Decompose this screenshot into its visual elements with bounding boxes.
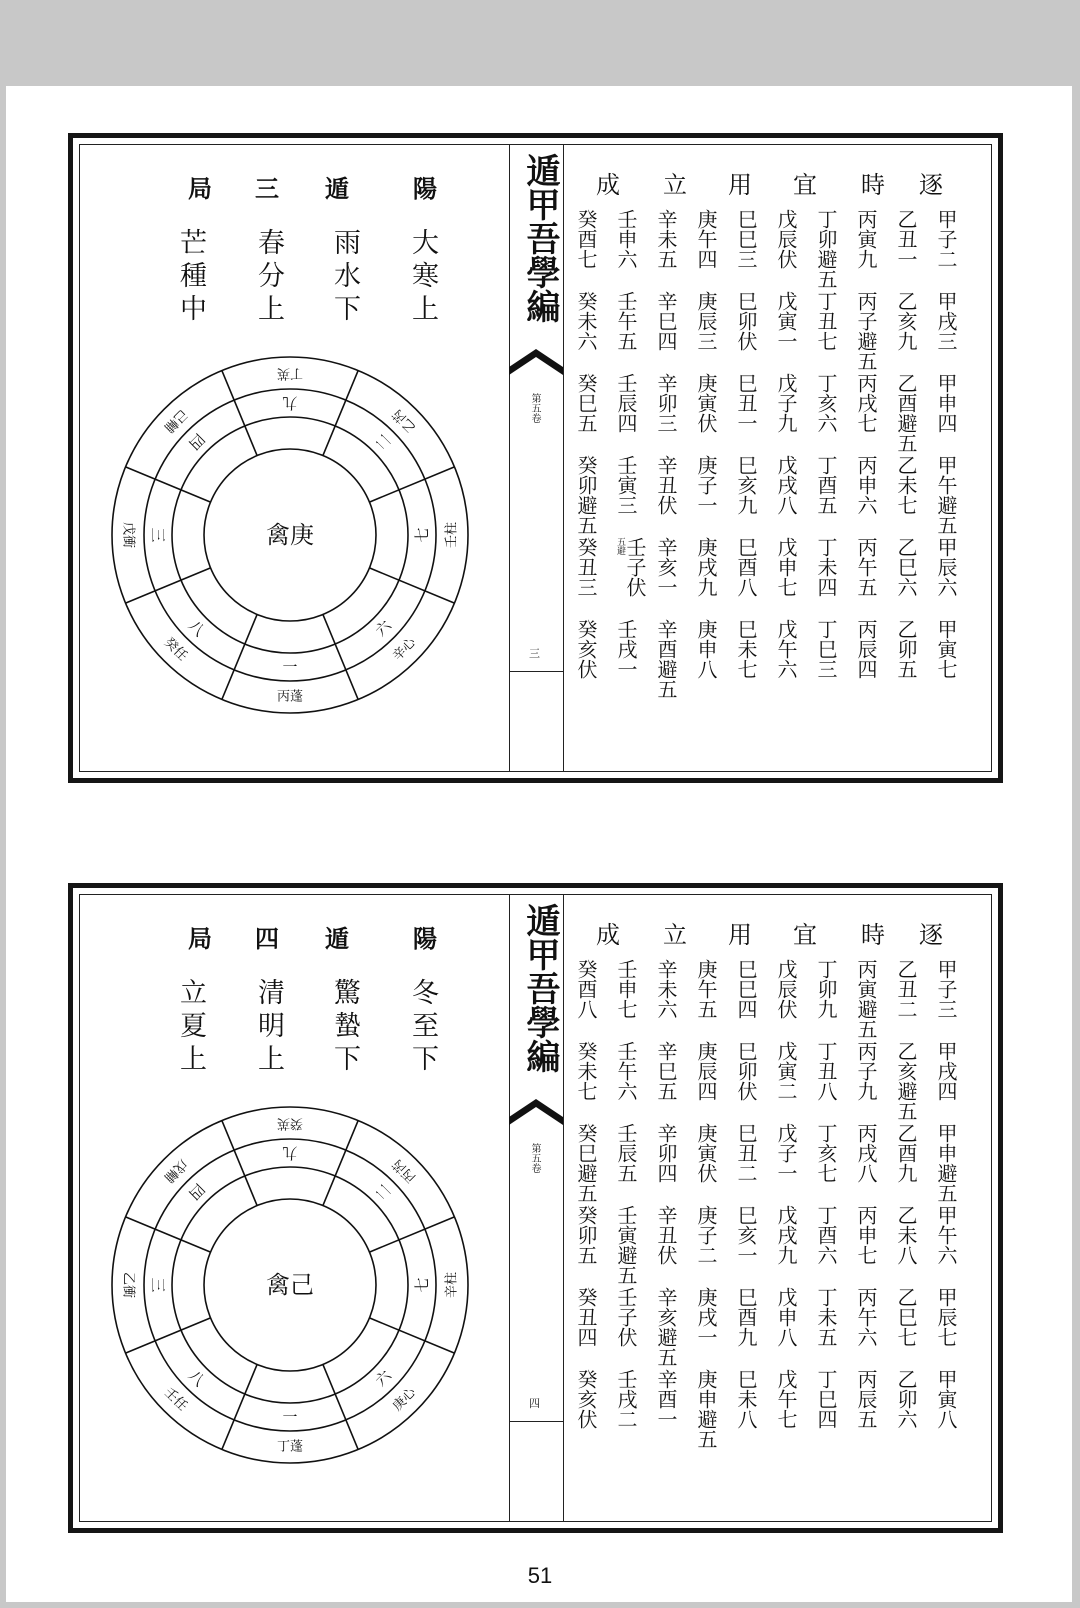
sector-star: 丙芮	[390, 1155, 420, 1185]
wheel-spoke	[323, 1364, 358, 1449]
table-column	[735, 209, 765, 701]
wheel-spoke	[222, 1121, 257, 1206]
wheel-spoke	[222, 614, 257, 699]
heading-char: 三	[255, 174, 279, 203]
heading-char: 遁	[325, 174, 349, 203]
table-cell: 丙戌七	[854, 373, 878, 433]
table-column	[575, 209, 605, 701]
table-cell: 壬戌一	[614, 619, 638, 679]
table-cell: 巳巳四	[734, 959, 758, 1019]
table-cell: 丁卯九	[814, 959, 838, 1019]
table-cell: 丁酉六	[814, 1205, 838, 1265]
table-cell: 戊戌九	[774, 1205, 798, 1265]
hour-table-panel	[563, 145, 991, 771]
sector-number: 四	[184, 429, 209, 454]
book-title: 遁甲吾學編	[520, 903, 560, 1073]
table-cell: 癸未七	[574, 1041, 598, 1101]
table-cell: 乙巳七	[894, 1287, 918, 1347]
table-cell: 甲子三	[934, 959, 958, 1019]
table-column	[615, 959, 645, 1451]
table-cell: 丙子九	[854, 1041, 878, 1101]
leaf-number: 四	[529, 1397, 540, 1410]
heading-char: 四	[255, 924, 279, 953]
table-cell: 庚午五	[694, 959, 718, 1019]
sector-number: 二	[371, 1179, 396, 1204]
table-cell: 丙寅九	[854, 209, 878, 269]
cell-note: 五避	[615, 537, 625, 555]
table-cell: 巳酉八	[734, 537, 758, 597]
solar-term: 驚 蟄 下	[334, 978, 361, 1075]
table-cell: 乙亥九	[894, 291, 918, 351]
chart-panel	[80, 145, 509, 771]
page-number: 51	[527, 1563, 553, 1588]
table-cell: 庚戌九	[694, 537, 718, 597]
sector-star: 庚心	[390, 1385, 420, 1415]
table-column	[935, 959, 965, 1451]
sector-number: 七	[413, 1277, 431, 1293]
table-cell: 巳巳三	[734, 209, 758, 269]
table-cell: 戊寅二	[774, 1041, 798, 1101]
table-cell: 巳卯伏	[734, 291, 758, 351]
wheel-spoke	[369, 1217, 454, 1252]
table-cell: 戊申八	[774, 1287, 798, 1347]
sector-star: 丙蓬	[276, 689, 304, 705]
solar-term: 清 明 上	[258, 978, 285, 1075]
table-column	[855, 959, 885, 1451]
sector-star: 壬柱	[444, 521, 460, 549]
table-cell: 戊申七	[774, 537, 798, 597]
sector-star: 辛心	[390, 635, 420, 665]
wheel-spoke	[126, 1318, 211, 1353]
book-spine	[509, 895, 563, 1521]
sector-number: 二	[371, 429, 396, 454]
table-cell: 甲戌四	[934, 1041, 958, 1101]
solar-term: 立 夏 上	[180, 978, 207, 1075]
spread-2	[68, 883, 1003, 1533]
table-cell: 戊午六	[774, 619, 798, 679]
table-cell: 辛巳四	[654, 291, 678, 351]
table-column	[895, 959, 925, 1451]
table-cell: 庚辰四	[694, 1041, 718, 1101]
table-column	[655, 959, 685, 1451]
table-cell: 庚申八	[694, 619, 718, 679]
wheel-spoke	[323, 1121, 358, 1206]
hour-table-panel	[563, 895, 991, 1521]
table-cell: 丙戌八	[854, 1123, 878, 1183]
table-cell: 庚戌一	[694, 1287, 718, 1347]
table-cell: 丙辰五	[854, 1369, 878, 1429]
table-cell: 戊辰伏	[774, 959, 798, 1019]
table-cell: 癸亥伏	[574, 1369, 598, 1429]
heading-char: 局	[188, 174, 212, 203]
table-cell: 巳卯伏	[734, 1041, 758, 1101]
wheel-spoke	[369, 568, 454, 603]
sector-number: 九	[282, 1144, 298, 1162]
sector-star: 己輔	[160, 405, 190, 435]
heading-char: 局	[188, 924, 212, 953]
heading-char: 陽	[413, 174, 437, 203]
wheel-spoke	[126, 568, 211, 603]
table-cell: 丁卯避五	[814, 209, 838, 289]
spread-1	[68, 133, 1003, 783]
table-cell: 甲午六	[934, 1205, 958, 1265]
sector-star: 辛柱	[444, 1271, 460, 1299]
table-cell: 辛酉一	[654, 1369, 678, 1429]
table-column	[695, 959, 725, 1451]
table-cell: 辛亥避五	[654, 1287, 678, 1367]
table-cell: 癸亥伏	[574, 619, 598, 679]
wheel-spoke	[323, 371, 358, 456]
wheel-svg	[110, 355, 470, 715]
table-cell: 癸巳五	[574, 373, 598, 433]
table-column	[935, 209, 965, 701]
table-cell: 丁亥七	[814, 1123, 838, 1183]
wheel-spoke	[369, 467, 454, 502]
table-cell: 壬子伏	[614, 1287, 638, 1347]
heading-char: 遁	[325, 924, 349, 953]
volume-label: 第五卷	[529, 393, 540, 423]
table-cell: 甲辰六	[934, 537, 958, 597]
table-title: 逐 時 宜 用 立 成	[596, 171, 943, 199]
table-cell: 丙辰四	[854, 619, 878, 679]
table-cell: 戊子一	[774, 1123, 798, 1183]
table-cell: 戊寅一	[774, 291, 798, 351]
table-cell: 乙卯六	[894, 1369, 918, 1429]
table-cell: 巳亥一	[734, 1205, 758, 1265]
table-cell: 丁丑七	[814, 291, 838, 351]
table-cell: 壬寅避五	[614, 1205, 638, 1285]
table-cell: 庚辰三	[694, 291, 718, 351]
sector-star: 丁英	[276, 365, 304, 381]
table-column	[775, 209, 805, 701]
wheel-spoke	[222, 1364, 257, 1449]
table-cell: 丁未五	[814, 1287, 838, 1347]
solar-term: 春 分 上	[258, 228, 285, 325]
sector-number: 八	[184, 1366, 209, 1391]
sector-number: 七	[413, 527, 431, 543]
table-cell: 丁丑八	[814, 1041, 838, 1101]
sector-number: 一	[282, 1408, 298, 1426]
table-cell: 庚子一	[694, 455, 718, 515]
wheel-spoke	[323, 614, 358, 699]
sector-number: 四	[184, 1179, 209, 1204]
table-cell: 壬午五	[614, 291, 638, 351]
book-spine	[509, 145, 563, 771]
table-cell: 庚子二	[694, 1205, 718, 1265]
wheel-spoke	[369, 1318, 454, 1353]
sector-star: 乙芮	[390, 405, 420, 435]
table-cell: 乙酉九	[894, 1123, 918, 1183]
solar-term: 芒 種 中	[180, 228, 207, 325]
table-cell: 甲午避五	[934, 455, 958, 535]
table-cell: 辛巳五	[654, 1041, 678, 1101]
table-cell: 戊子九	[774, 373, 798, 433]
table-cell: 庚寅伏	[694, 1123, 718, 1183]
sector-star: 丁蓬	[276, 1439, 304, 1455]
sector-star: 乙衝	[120, 1271, 136, 1299]
table-cell: 丙子避五	[854, 291, 878, 371]
table-cell: 甲寅八	[934, 1369, 958, 1429]
table-cell: 壬午六	[614, 1041, 638, 1101]
table-cell: 巳未八	[734, 1369, 758, 1429]
leaf-number: 三	[529, 647, 540, 660]
table-column	[855, 209, 885, 701]
table-cell: 乙酉避五	[894, 373, 918, 453]
sector-number: 三	[149, 1277, 167, 1293]
table-cell: 癸丑四	[574, 1287, 598, 1347]
sector-number: 六	[371, 616, 396, 641]
heading-char: 陽	[413, 924, 437, 953]
table-cell: 戊戌八	[774, 455, 798, 515]
table-cell: 壬子伏 五避	[615, 537, 646, 619]
table-cell: 癸未六	[574, 291, 598, 351]
table-cell: 甲申避五	[934, 1123, 958, 1203]
sector-number: 九	[282, 394, 298, 412]
table-cell: 丁酉五	[814, 455, 838, 515]
wheel-center-label: 禽己	[266, 1271, 314, 1299]
solar-term: 雨 水 下	[334, 228, 361, 325]
table-cell: 乙亥避五	[894, 1041, 918, 1121]
table-cell: 乙丑一	[894, 209, 918, 269]
table-column	[775, 959, 805, 1451]
table-cell: 丙午六	[854, 1287, 878, 1347]
chart-panel	[80, 895, 509, 1521]
table-cell: 庚申避五	[694, 1369, 718, 1449]
table-cell: 辛丑伏	[654, 1205, 678, 1265]
table-cell: 甲子二	[934, 209, 958, 269]
table-cell: 乙巳六	[894, 537, 918, 597]
spine-chevron	[509, 1095, 563, 1125]
wheel-center-label: 禽庚	[266, 521, 314, 549]
solar-term: 冬 至 下	[412, 978, 439, 1075]
table-cell: 辛未六	[654, 959, 678, 1019]
nine-star-wheel	[110, 355, 470, 715]
sector-star: 戊衝	[120, 521, 136, 549]
table-title: 逐 時 宜 用 立 成	[596, 921, 943, 949]
table-cell: 癸丑三	[574, 537, 598, 597]
table-cell: 甲辰七	[934, 1287, 958, 1347]
spine-chevron	[509, 345, 563, 375]
wheel-spoke	[126, 467, 211, 502]
sector-star: 癸英	[276, 1115, 304, 1131]
wheel-spoke	[126, 1217, 211, 1252]
table-cell: 辛未五	[654, 209, 678, 269]
table-cell: 壬寅三	[614, 455, 638, 515]
table-cell: 癸卯避五	[574, 455, 598, 535]
book-title: 遁甲吾學編	[520, 153, 560, 323]
table-cell: 辛酉避五	[654, 619, 678, 699]
table-column	[815, 209, 845, 701]
table-cell: 壬申七	[614, 959, 638, 1019]
table-cell: 巳亥九	[734, 455, 758, 515]
table-column	[895, 209, 925, 701]
table-cell: 巳丑一	[734, 373, 758, 433]
table-cell: 壬辰五	[614, 1123, 638, 1183]
table-cell: 甲申四	[934, 373, 958, 433]
sector-number: 一	[282, 658, 298, 676]
table-cell: 辛亥一	[654, 537, 678, 597]
table-cell: 乙未八	[894, 1205, 918, 1265]
nine-star-wheel	[110, 1105, 470, 1465]
table-column	[815, 959, 845, 1451]
table-cell: 乙未七	[894, 455, 918, 515]
table-column	[735, 959, 765, 1451]
table-cell: 壬申六	[614, 209, 638, 269]
table-cell: 巳酉九	[734, 1287, 758, 1347]
table-cell: 壬戌二	[614, 1369, 638, 1429]
sector-star: 戊輔	[160, 1155, 190, 1185]
table-cell: 庚寅伏	[694, 373, 718, 433]
sector-number: 八	[184, 616, 209, 641]
table-cell: 乙丑二	[894, 959, 918, 1019]
solar-term: 大 寒 上	[412, 228, 439, 325]
table-cell: 庚午四	[694, 209, 718, 269]
table-column	[655, 209, 685, 701]
sector-number: 三	[149, 527, 167, 543]
table-column	[695, 209, 725, 701]
table-cell: 巳丑二	[734, 1123, 758, 1183]
table-cell: 癸酉七	[574, 209, 598, 269]
table-cell: 丁亥六	[814, 373, 838, 433]
table-cell: 甲寅七	[934, 619, 958, 679]
table-cell: 丙申七	[854, 1205, 878, 1265]
table-cell: 辛卯四	[654, 1123, 678, 1183]
table-column	[575, 959, 605, 1451]
table-cell: 甲戌三	[934, 291, 958, 351]
table-cell: 丙寅避五	[854, 959, 878, 1039]
table-cell: 丁巳四	[814, 1369, 838, 1429]
volume-label: 第五卷	[529, 1143, 540, 1173]
wheel-svg	[110, 1105, 470, 1465]
sector-star: 癸任	[160, 635, 190, 665]
table-cell: 辛卯三	[654, 373, 678, 433]
table-cell: 壬辰四	[614, 373, 638, 433]
sector-number: 六	[371, 1366, 396, 1391]
table-cell: 巳未七	[734, 619, 758, 679]
table-cell: 丙午五	[854, 537, 878, 597]
table-cell: 癸酉八	[574, 959, 598, 1019]
table-cell: 乙卯五	[894, 619, 918, 679]
table-cell: 辛丑伏	[654, 455, 678, 515]
table-cell: 丁巳三	[814, 619, 838, 679]
table-cell: 癸卯五	[574, 1205, 598, 1265]
table-cell: 丁未四	[814, 537, 838, 597]
table-cell: 戊午七	[774, 1369, 798, 1429]
table-column	[615, 209, 645, 701]
table-cell: 丙申六	[854, 455, 878, 515]
sector-star: 壬任	[160, 1385, 190, 1415]
table-cell: 癸巳避五	[574, 1123, 598, 1203]
table-cell: 戊辰伏	[774, 209, 798, 269]
wheel-spoke	[222, 371, 257, 456]
